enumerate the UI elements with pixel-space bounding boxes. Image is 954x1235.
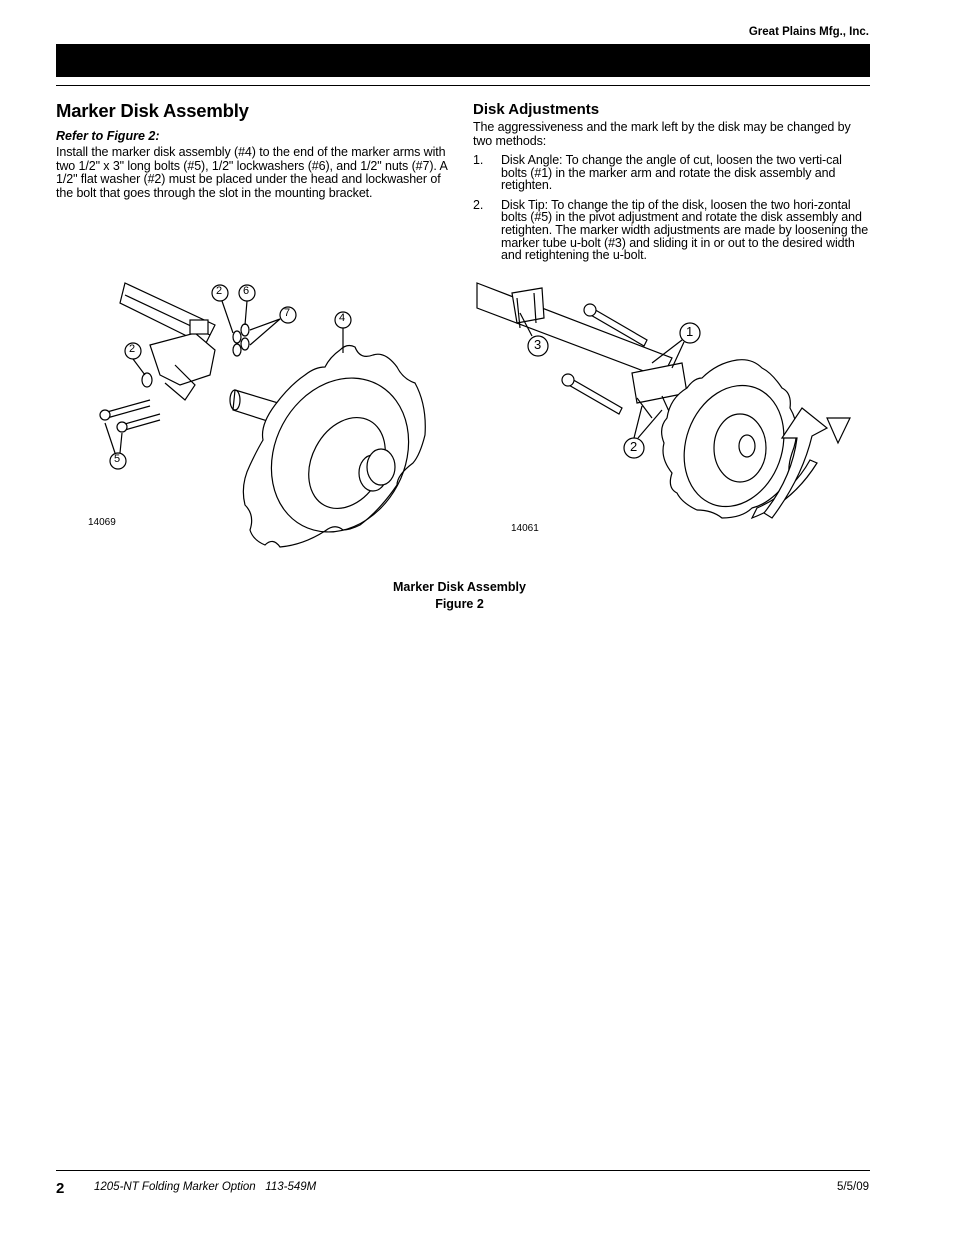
adjust-intro: The aggressiveness and the mark left by the disk may be changed by two methods: [473,120,851,148]
company-name: Great Plains Mfg., Inc. [748,26,869,38]
list-number: 1. [473,153,484,167]
left-column [56,100,451,200]
disk-adjustment-illustration [472,278,862,558]
callout-label: 3 [534,337,542,352]
list-item [473,199,870,262]
list-text: Disk Tip: To change the tip of the disk, loosen the two hori-zontal bolts (#5) in the pivot adjustment and rotate the disk assembly and retighten. The marker width adjustments are made by loosening the marker tube u-bolt (#3) and sliding it in or out to the desired width and retightening the u-bolt. [501,197,869,263]
callout-label: 2 [216,285,223,297]
adjust-list [473,154,870,262]
caption-number: Figure 2 [435,597,484,611]
right-figure-id: 14061 [511,523,539,534]
header-rule [56,85,870,86]
callout-label: 6 [243,285,250,297]
left-figure-id: 14069 [88,517,116,528]
right-column [473,100,870,269]
callout-label: 7 [284,307,291,319]
page-number: 2 [56,1180,65,1197]
callout-label: 1 [686,324,694,339]
callout-label: 2 [129,343,136,355]
caption-title: Marker Disk Assembly [393,580,526,594]
disk-assembly-illustration [85,275,445,560]
callout-label: 5 [114,453,121,465]
install-paragraph: Install the marker disk assembly (#4) to the end of the marker arms with two 1/2" x 3" long bolts (#5), 1/2" lockwashers (#6), and 1/2" nuts (#7). A 1/2" flat washer (#2) must be placed under the head and lockwasher of the bolt that goes through the slot in the mounting bracket. [56,145,448,200]
footer-rule [56,1170,870,1171]
document-title: 1205-NT Folding Marker Option 113-549M [94,1181,317,1193]
section-title: Marker Disk Assembly [56,100,249,121]
callout-label: 2 [630,439,638,454]
subsection-title: Disk Adjustments [473,101,600,118]
callout-label: 4 [339,312,346,324]
document-date: 5/5/09 [837,1181,869,1193]
list-item [473,154,870,192]
list-text: Disk Angle: To change the angle of cut, loosen the two verti-cal bolts (#1) in the marker arm and rotate the disk assembly and retighten. [501,153,842,193]
header-bar [56,44,870,77]
figure-reference: Refer to Figure 2: [56,129,160,143]
list-number: 2. [473,197,484,212]
figure-caption [0,579,919,613]
